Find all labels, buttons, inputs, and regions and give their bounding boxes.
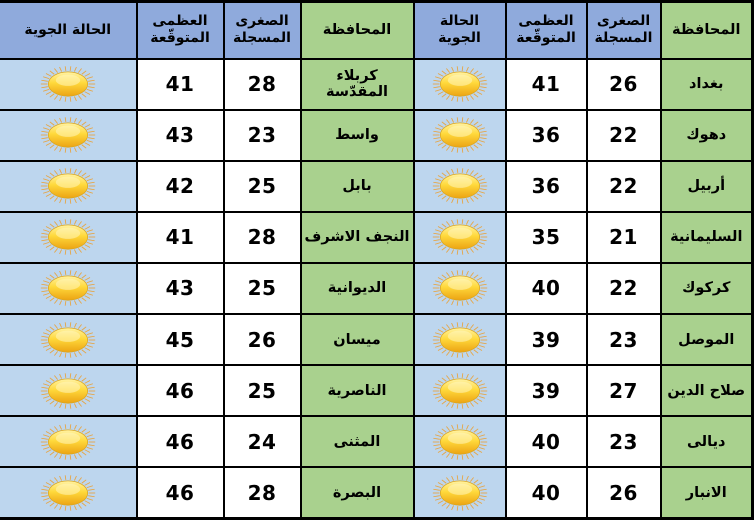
sun-icon: [430, 115, 490, 155]
weather-condition-cell: [414, 263, 506, 314]
sun-icon: [430, 473, 490, 513]
weather-condition-cell: [414, 212, 506, 263]
sun-icon: [38, 64, 98, 104]
min-temp-cell: 25: [224, 161, 301, 212]
min-temp-cell: 26: [587, 59, 661, 110]
max-temp-cell: 40: [506, 263, 587, 314]
weather-condition-cell: [414, 110, 506, 161]
province-cell: واسط: [301, 110, 414, 161]
weather-condition-cell: [0, 467, 137, 518]
max-temp-cell: 39: [506, 314, 587, 365]
weather-condition-cell: [0, 314, 137, 365]
min-temp-cell: 26: [587, 467, 661, 518]
min-temp-cell: 22: [587, 110, 661, 161]
header-weather-left: الحالة الجوية: [0, 2, 137, 59]
max-temp-cell: 46: [137, 365, 224, 416]
min-temp-cell: 21: [587, 212, 661, 263]
province-cell: أربيل: [661, 161, 753, 212]
province-cell: الديوانية: [301, 263, 414, 314]
province-cell: كربلاء المقدّسة: [301, 59, 414, 110]
table-row: [0, 110, 753, 161]
max-temp-cell: 42: [137, 161, 224, 212]
weather-condition-cell: [414, 467, 506, 518]
weather-condition-cell: [0, 263, 137, 314]
sun-icon: [430, 268, 490, 308]
max-temp-cell: 41: [137, 59, 224, 110]
weather-condition-cell: [414, 416, 506, 467]
max-temp-cell: 36: [506, 161, 587, 212]
max-temp-cell: 40: [506, 467, 587, 518]
sun-icon: [38, 166, 98, 206]
sun-icon: [430, 217, 490, 257]
table-row: [0, 416, 753, 467]
min-temp-cell: 25: [224, 365, 301, 416]
min-temp-cell: 23: [587, 416, 661, 467]
weather-condition-cell: [0, 161, 137, 212]
weather-condition-cell: [0, 416, 137, 467]
max-temp-cell: 46: [137, 467, 224, 518]
sun-icon: [430, 422, 490, 462]
min-temp-cell: 28: [224, 467, 301, 518]
province-cell: الموصل: [661, 314, 753, 365]
table-header: [0, 2, 753, 59]
min-temp-cell: 25: [224, 263, 301, 314]
max-temp-cell: 43: [137, 110, 224, 161]
province-cell: ميسان: [301, 314, 414, 365]
province-cell: النجف الاشرف: [301, 212, 414, 263]
table-row: [0, 314, 753, 365]
table-row: [0, 263, 753, 314]
min-temp-cell: 22: [587, 263, 661, 314]
province-cell: ديالى: [661, 416, 753, 467]
sun-icon: [430, 371, 490, 411]
header-max-expected-right: العظمى المتوقّعة: [506, 2, 587, 59]
table-row: [0, 59, 753, 110]
province-cell: صلاح الدين: [661, 365, 753, 416]
min-temp-cell: 22: [587, 161, 661, 212]
max-temp-cell: 43: [137, 263, 224, 314]
header-min-recorded-left: الصغرى المسجلة: [224, 2, 301, 59]
max-temp-cell: 41: [137, 212, 224, 263]
max-temp-cell: 45: [137, 314, 224, 365]
max-temp-cell: 36: [506, 110, 587, 161]
province-cell: السليمانية: [661, 212, 753, 263]
province-cell: كركوك: [661, 263, 753, 314]
table-row: [0, 467, 753, 518]
sun-icon: [38, 115, 98, 155]
header-min-recorded-right: الصغرى المسجلة: [587, 2, 661, 59]
table-row: [0, 365, 753, 416]
weather-condition-cell: [0, 59, 137, 110]
max-temp-cell: 35: [506, 212, 587, 263]
province-cell: البصرة: [301, 467, 414, 518]
max-temp-cell: 40: [506, 416, 587, 467]
sun-icon: [430, 166, 490, 206]
province-cell: المثنى: [301, 416, 414, 467]
header-province-left: المحافظة: [301, 2, 414, 59]
province-cell: الانبار: [661, 467, 753, 518]
sun-icon: [38, 268, 98, 308]
min-temp-cell: 27: [587, 365, 661, 416]
table-body: [0, 59, 753, 519]
weather-condition-cell: [414, 365, 506, 416]
table-row: [0, 161, 753, 212]
weather-condition-cell: [414, 314, 506, 365]
weather-condition-cell: [0, 212, 137, 263]
max-temp-cell: 41: [506, 59, 587, 110]
min-temp-cell: 28: [224, 212, 301, 263]
province-cell: بابل: [301, 161, 414, 212]
max-temp-cell: 39: [506, 365, 587, 416]
sun-icon: [38, 371, 98, 411]
header-province-right: المحافظة: [661, 2, 753, 59]
province-cell: بغداد: [661, 59, 753, 110]
sun-icon: [38, 473, 98, 513]
table-row: [0, 212, 753, 263]
header-weather-right: الحالة الجوية: [414, 2, 506, 59]
min-temp-cell: 23: [587, 314, 661, 365]
min-temp-cell: 24: [224, 416, 301, 467]
header-max-expected-left: العظمى المتوقّعة: [137, 2, 224, 59]
weather-condition-cell: [414, 59, 506, 110]
max-temp-cell: 46: [137, 416, 224, 467]
sun-icon: [38, 422, 98, 462]
sun-icon: [38, 320, 98, 360]
min-temp-cell: 26: [224, 314, 301, 365]
province-cell: الناصرية: [301, 365, 414, 416]
weather-condition-cell: [414, 161, 506, 212]
province-cell: دهوك: [661, 110, 753, 161]
sun-icon: [430, 320, 490, 360]
weather-condition-cell: [0, 110, 137, 161]
sun-icon: [430, 64, 490, 104]
min-temp-cell: 23: [224, 110, 301, 161]
weather-condition-cell: [0, 365, 137, 416]
header-row: [0, 2, 753, 59]
sun-icon: [38, 217, 98, 257]
min-temp-cell: 28: [224, 59, 301, 110]
